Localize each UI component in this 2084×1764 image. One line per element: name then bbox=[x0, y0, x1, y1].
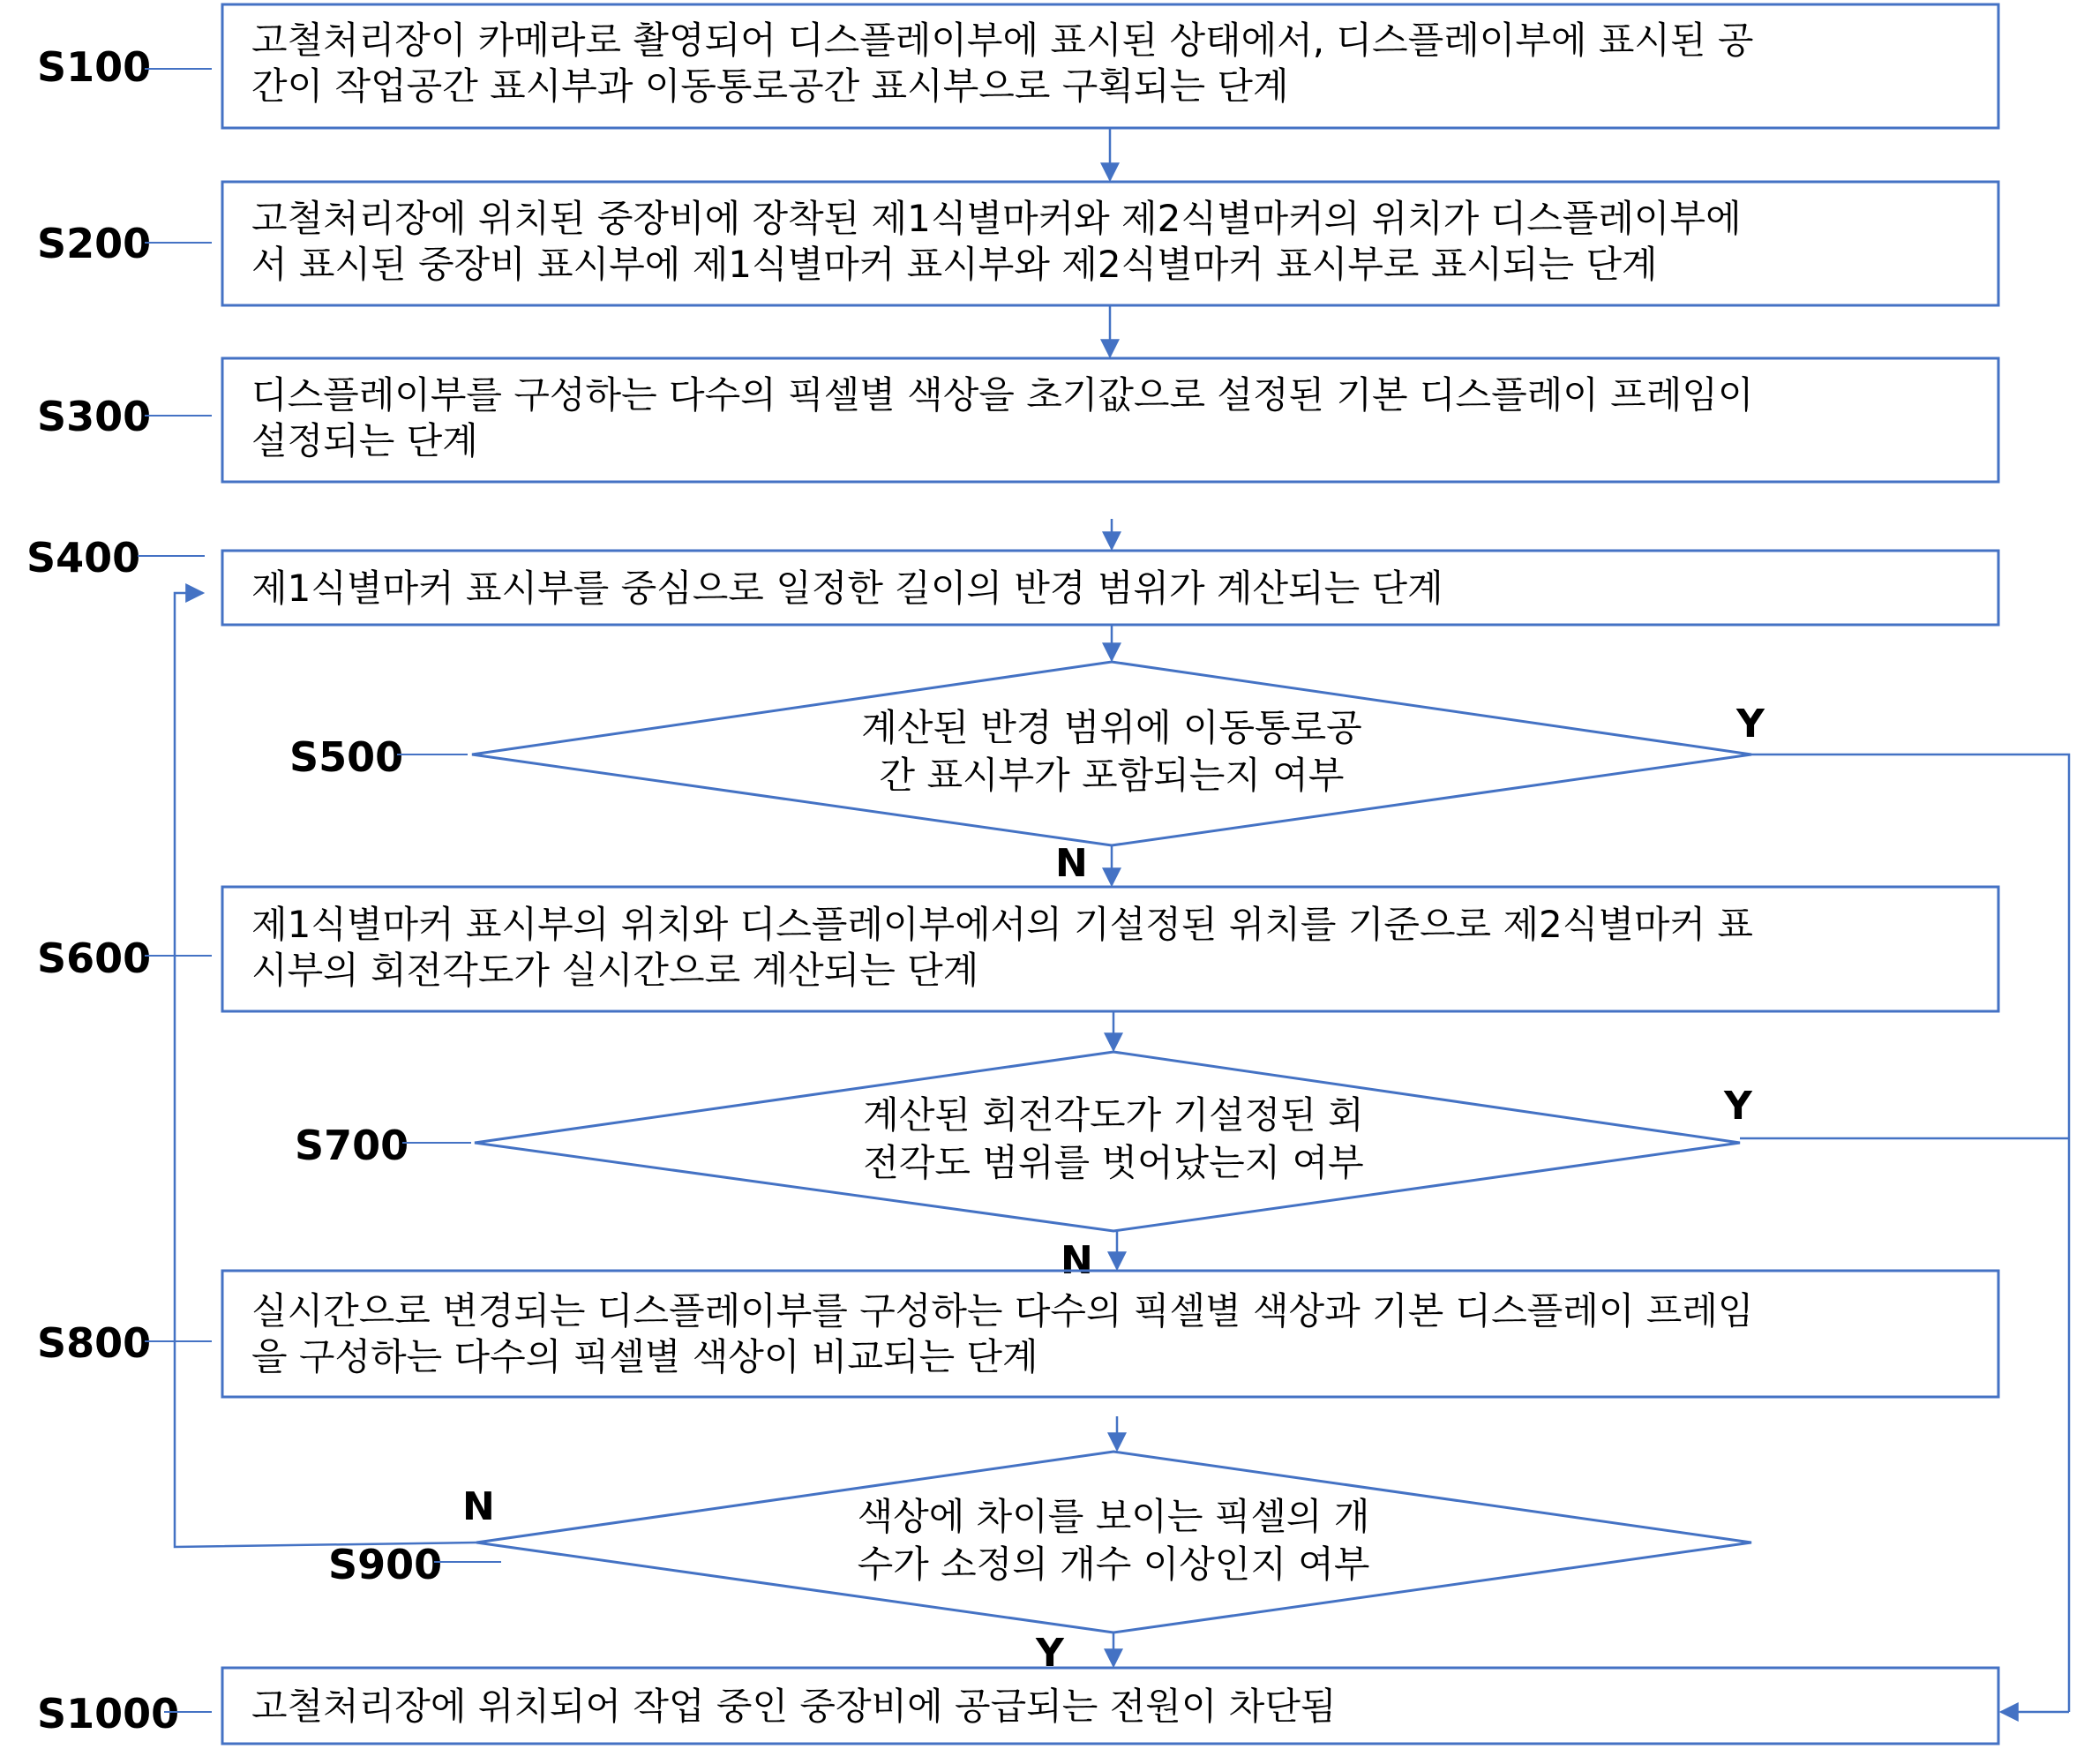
process-text-s300-line1: 디스플레이부를 구성하는 다수의 픽셀별 색상을 초기값으로 설정된 기본 디스플레이 프레임이 bbox=[251, 373, 1754, 417]
process-text-s800-line1: 실시간으로 변경되는 디스플레이부를 구성하는 다수의 픽셀별 색상과 기본 디스플레이 프레임 bbox=[251, 1289, 1754, 1332]
step-label-s400: S400 bbox=[26, 534, 141, 582]
process-text-s1000: 고철처리장에 위치되어 작업 중인 중장비에 공급되는 전원이 차단됨 bbox=[251, 1685, 1337, 1728]
step-label-s900: S900 bbox=[328, 1541, 443, 1588]
process-text-s200-line2: 서 표시된 중장비 표시부에 제1식별마커 표시부와 제2식별마커 표시부로 표시되는 단계 bbox=[251, 243, 1658, 286]
decision-text-s500-line2: 간 표시부가 포함되는지 여부 bbox=[879, 754, 1345, 797]
process-text-s200-line1: 고철처리장에 위치된 중장비에 장착된 제1식별마커와 제2식별마커의 위치가 디스플레이부에 bbox=[251, 197, 1742, 240]
decision-text-s700-line1: 계산된 회전각도가 기설정된 회 bbox=[863, 1093, 1364, 1137]
decision-text-s700-line2: 전각도 범위를 벗어났는지 여부 bbox=[863, 1141, 1364, 1184]
branch-label-s900-no: N bbox=[462, 1484, 495, 1529]
branch-label-s700-no: N bbox=[1061, 1238, 1093, 1283]
branch-label-s500-yes: Y bbox=[1736, 702, 1765, 747]
step-label-s600: S600 bbox=[37, 935, 152, 982]
step-label-s200: S200 bbox=[37, 220, 152, 267]
step-label-s800: S800 bbox=[37, 1319, 152, 1367]
process-text-s600-line2: 시부의 회전각도가 실시간으로 계산되는 단계 bbox=[251, 949, 979, 992]
branch-label-s700-yes: Y bbox=[1724, 1084, 1752, 1129]
decision-text-s900-line2: 수가 소정의 개수 이상인지 여부 bbox=[857, 1543, 1370, 1586]
process-text-s100-line2: 간이 작업공간 표시부과 이동통로공간 표시부으로 구획되는 단계 bbox=[251, 64, 1289, 108]
process-text-s100-line1: 고철처리장이 카메라로 촬영되어 디스플레이부에 표시된 상태에서, 디스플레이부에 표시된 공 bbox=[251, 19, 1754, 62]
connector-s500-yes-right-bus bbox=[1751, 754, 2069, 1712]
process-text-s800-line2: 을 구성하는 다수의 픽셀별 색상이 비교되는 단계 bbox=[251, 1335, 1038, 1378]
step-label-s1000: S1000 bbox=[37, 1690, 180, 1738]
step-label-s700: S700 bbox=[295, 1122, 409, 1169]
step-label-s300: S300 bbox=[37, 393, 152, 440]
process-text-s300-line2: 설정되는 단계 bbox=[251, 419, 478, 462]
step-label-s500: S500 bbox=[289, 733, 404, 781]
step-label-s100: S100 bbox=[37, 43, 152, 91]
process-text-s400: 제1식별마커 표시부를 중심으로 일정한 길이의 반경 범위가 계산되는 단계 bbox=[251, 567, 1443, 610]
decision-text-s900-line1: 색상에 차이를 보이는 픽셀의 개 bbox=[857, 1495, 1370, 1538]
branch-label-s500-no: N bbox=[1055, 841, 1088, 886]
decision-text-s500-line1: 계산된 반경 범위에 이동통로공 bbox=[861, 706, 1362, 749]
process-text-s600-line1: 제1식별마커 표시부의 위치와 디스플레이부에서의 기설정된 위치를 기준으로 제2식별마커 표 bbox=[251, 903, 1753, 946]
branch-label-s900-yes: Y bbox=[1036, 1631, 1064, 1676]
